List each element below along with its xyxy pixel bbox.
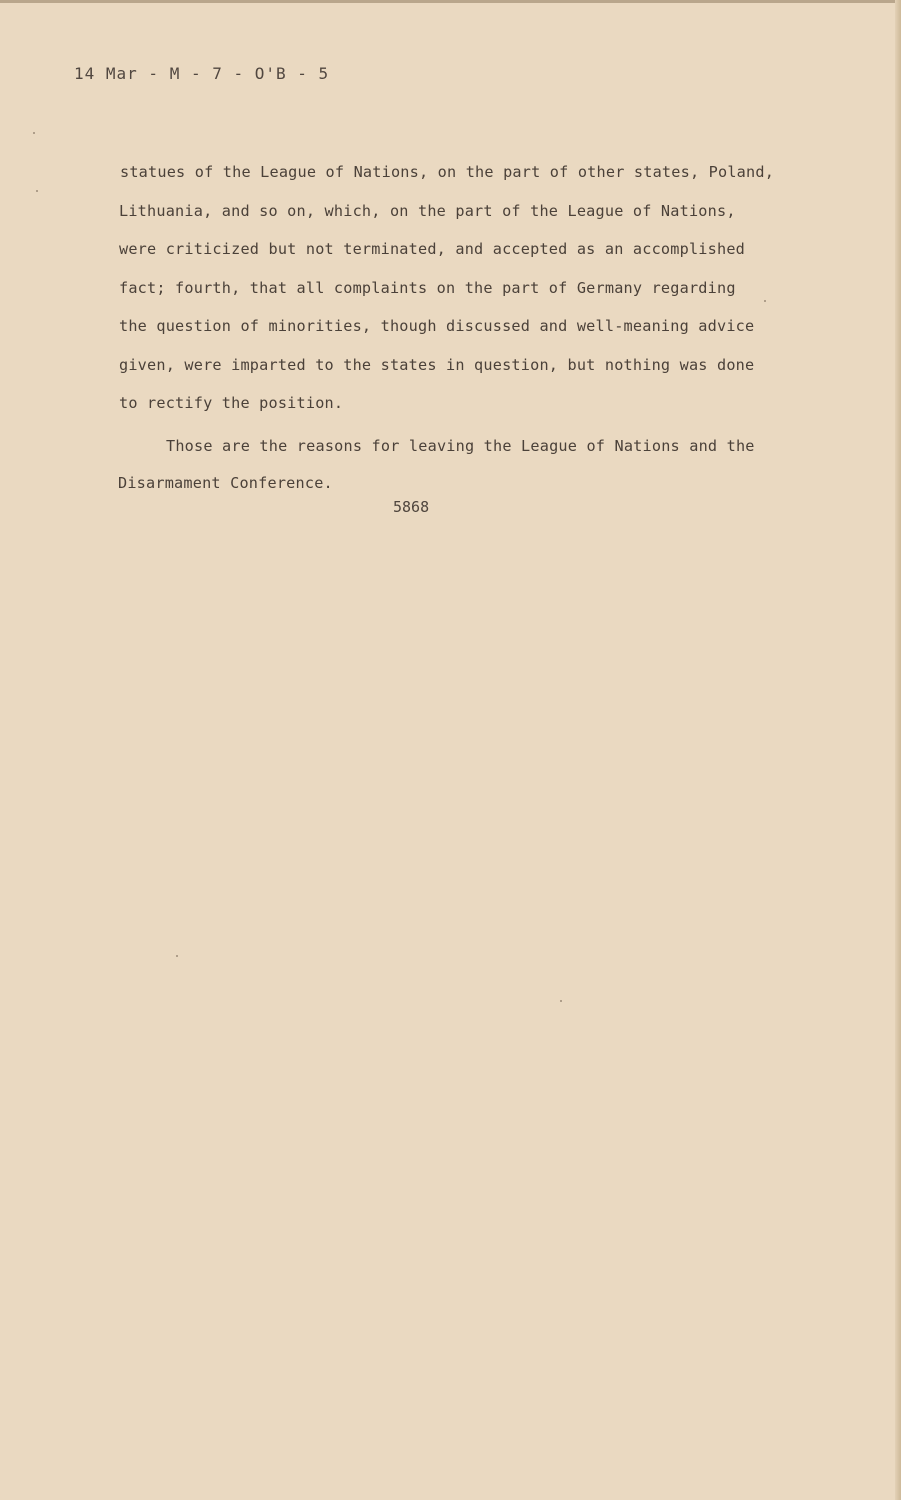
body-line: Lithuania, and so on, which, on the part of the League of Nations,	[119, 202, 736, 220]
body-line: given, were imparted to the states in question, but nothing was done	[119, 356, 755, 374]
page-right-edge	[895, 0, 901, 1500]
body-line: fact; fourth, that all complaints on the part of Germany regarding	[119, 279, 736, 297]
paper-speck	[36, 190, 38, 192]
page-header: 14 Mar - M - 7 - O'B - 5	[74, 64, 330, 83]
page-number: 5868	[393, 498, 430, 516]
page-top-edge	[0, 0, 901, 3]
body-line: Disarmament Conference.	[118, 474, 333, 492]
paper-speck	[176, 955, 178, 957]
paper-speck	[560, 1000, 562, 1002]
paper-speck	[33, 132, 35, 134]
body-line: statues of the League of Nations, on the part of other states, Poland,	[120, 163, 775, 181]
body-line: were criticized but not terminated, and accepted as an accomplished	[119, 240, 746, 258]
body-line: to rectify the position.	[119, 394, 344, 412]
body-line: Those are the reasons for leaving the League of Nations and the	[166, 437, 755, 455]
body-line: the question of minorities, though discussed and well-meaning advice	[119, 317, 755, 335]
paper-speck	[764, 300, 766, 302]
